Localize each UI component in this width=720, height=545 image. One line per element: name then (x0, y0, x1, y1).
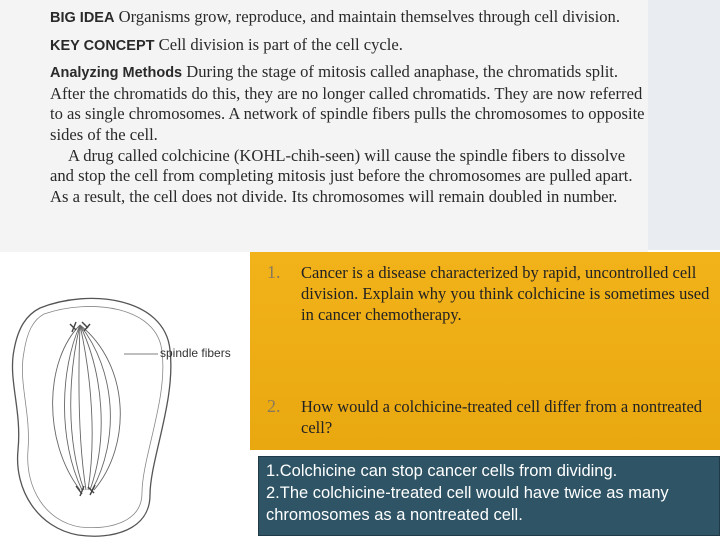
spindle-fibers-label: spindle fibers (160, 346, 231, 360)
cell-mitosis-illustration (0, 290, 250, 540)
question-text: Cancer is a disease characterized by rapid, uncontrolled cell division. Explain why you think colchicine is sometimes used in cancer chemotherapy. (301, 263, 710, 324)
answer-1: 1.Colchicine can stop cancer cells from dividing. (266, 462, 618, 480)
side-panel (648, 0, 720, 250)
inner-membrane (22, 306, 163, 527)
analyzing-methods-label: Analyzing Methods (50, 65, 183, 82)
analyzing-paragraph (50, 62, 648, 145)
cell-diagram (0, 290, 250, 540)
big-idea-paragraph (50, 7, 648, 29)
question-number: 1. (267, 262, 281, 282)
question-text: How would a colchicine-treated cell differ from a nontreated cell? (301, 397, 703, 437)
big-idea-text: Organisms grow, reproduce, and maintain themselves through cell division. (114, 7, 620, 26)
key-concept-text: Cell division is part of the cell cycle. (154, 34, 403, 54)
spindle-fibers (53, 325, 121, 490)
answer-box (258, 456, 720, 536)
analyzing-text: During the stage of mitosis called anaphase, the chromatids split. After the chromatids do this, they are no longer called chromatids. They are now referred to as single chromosomes. A network of spindle fibers pulls the chromosomes to opposite sides of the cell. (50, 62, 645, 144)
answer-2: 2.The colchicine-treated cell would have twice as many chromosomes as a nontreated cell. (266, 484, 669, 524)
textbook-excerpt (0, 0, 648, 252)
big-idea-label: BIG IDEA (50, 10, 115, 26)
key-concept-label: KEY CONCEPT (50, 37, 155, 54)
question-number: 2. (267, 396, 281, 416)
colchicine-paragraph: A drug called colchicine (KOHL-chih-seen) will cause the spindle fibers to dissolve and stop the cell from completing mitosis just before the chromosomes are pulled apart. As a result, the cell does not divide. Its chromosomes will remain doubled in number. (50, 145, 633, 206)
key-concept-paragraph (50, 35, 648, 57)
question-box (250, 252, 720, 450)
